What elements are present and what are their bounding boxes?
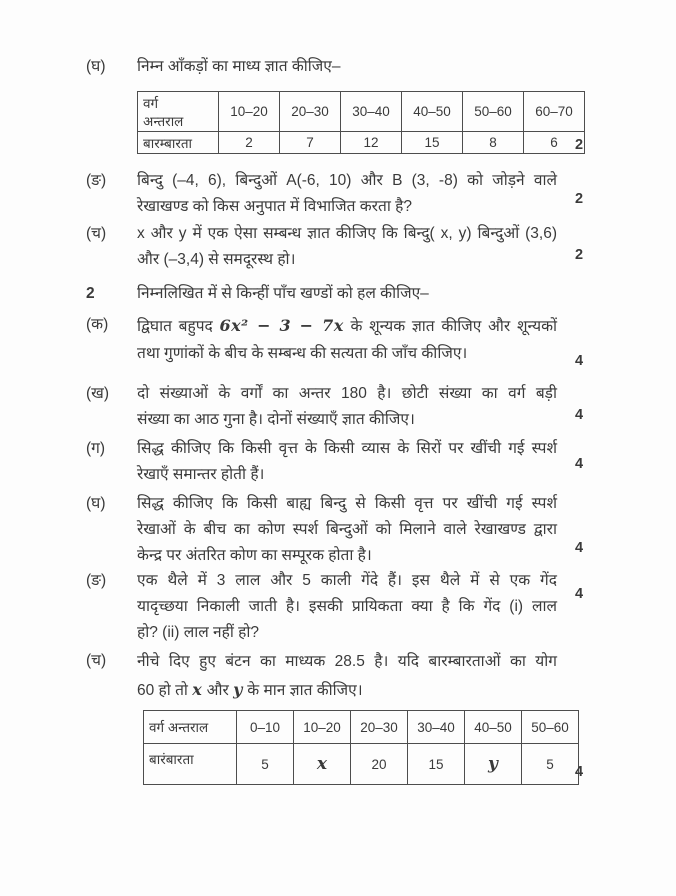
table-header-class-interval (138, 92, 219, 132)
frequency-cell: 8 (463, 132, 524, 154)
frequency-table-median (143, 710, 579, 785)
question-label-ga: (ग) (86, 440, 106, 457)
question-line: केन्द्र पर अंतरित कोण का सम्पूरक होता है। (137, 547, 372, 564)
frequency-table-mean (137, 91, 585, 154)
question-label-ka: (क) (86, 316, 109, 333)
interval-cell: 50–60 (463, 92, 524, 132)
interval-cell: 10–20 (294, 711, 351, 744)
interval-cell: 20–30 (280, 92, 341, 132)
question-line: रेखाओं के बीच का कोण स्पर्श बिन्दुओं को मिलाने वाले रेखाखण्ड द्वारा (137, 521, 557, 538)
question-text-gha2 (137, 491, 557, 569)
marks-value: 4 (575, 540, 584, 556)
question-text-kha (137, 381, 557, 433)
marks-value: 4 (575, 456, 584, 472)
variable-x: x (192, 680, 203, 699)
frequency-cell: 2 (219, 132, 280, 154)
marks-value: 4 (575, 407, 584, 423)
question-line: बिन्दु (–4, 6), बिन्दुओं A(-6, 10) और B (3, -8) को जोड़ने वाले (137, 172, 557, 189)
frequency-cell-x: x (294, 744, 351, 785)
question-line: रेखाखण्ड को किस अनुपात में विभाजित करता है? (137, 198, 413, 215)
section-heading (137, 281, 557, 307)
frequency-cell: 6 (524, 132, 585, 154)
text-segment: और (202, 682, 234, 699)
question-label-gha1: (घ) (86, 58, 106, 75)
question-line (137, 312, 557, 340)
text-segment: के मान ज्ञात कीजिए। (242, 682, 363, 699)
table-header-class-interval: वर्ग अन्तराल (144, 711, 237, 744)
question-text-ka (137, 312, 557, 367)
question-text-nga1 (137, 168, 557, 220)
marks-value: 4 (575, 764, 584, 780)
question-line (137, 676, 557, 705)
question-label-kha: (ख) (86, 385, 110, 402)
question-line: तथा गुणांकों के बीच के सम्बन्ध की सत्यता की जाँच कीजिए। (137, 345, 468, 362)
question-line: एक थैले में 3 लाल और 5 काली गेंदे हैं। इस थैले में से एक गेंद (137, 572, 557, 589)
question-line: x और y में एक ऐसा सम्बन्ध ज्ञात कीजिए कि बिन्दु( x, y) बिन्दुओं (3,6) (137, 225, 557, 242)
question-line: रेखाएँ समान्तर होती हैं। (137, 466, 265, 483)
interval-cell: 40–50 (465, 711, 522, 744)
table-header-frequency: बारम्बारता (138, 132, 219, 154)
question-line: संख्या का आठ गुना है। दोनों संख्याएँ ज्ञात कीजिए। (137, 411, 415, 428)
question-text-nga2 (137, 568, 557, 646)
interval-cell: 30–40 (341, 92, 402, 132)
table-row (138, 132, 585, 154)
question-label-gha2: (घ) (86, 495, 106, 512)
interval-cell: 0–10 (237, 711, 294, 744)
question-text-cha2 (137, 648, 557, 705)
frequency-cell: 15 (408, 744, 465, 785)
variable-y: y (233, 680, 243, 699)
table-row (144, 744, 579, 785)
frequency-cell: 5 (522, 744, 579, 785)
frequency-cell: 15 (402, 132, 463, 154)
question-text-ga (137, 436, 557, 488)
marks-value: 2 (575, 137, 584, 153)
frequency-cell-y: y (465, 744, 522, 785)
question-line: निम्न आँकड़ों का माध्य ज्ञात कीजिए– (137, 58, 341, 75)
frequency-cell: 12 (341, 132, 402, 154)
question-label-nga2: (ङ) (86, 572, 107, 589)
interval-cell: 50–60 (522, 711, 579, 744)
interval-cell: 60–70 (524, 92, 585, 132)
marks-value: 4 (575, 586, 584, 602)
question-line: सिद्ध कीजिए कि किसी बाह्य बिन्दु से किसी वृत्त पर खींची गई स्पर्श (137, 495, 557, 512)
interval-cell: 30–40 (408, 711, 465, 744)
frequency-cell: 5 (237, 744, 294, 785)
polynomial-expression: 6x² − 3 − 7x (219, 316, 344, 335)
text-segment: के शून्यक ज्ञात कीजिए और शून्यकों (343, 318, 557, 335)
question-label-cha2: (च) (86, 652, 107, 669)
question-line: यादृच्छया निकाली जाती है। इसकी प्रायिकता क्या है कि गेंद (i) लाल (137, 598, 557, 615)
question-line: नीचे दिए हुए बंटन का माध्यक 28.5 है। यदि बारम्बारताओं का योग (137, 653, 557, 670)
question-label-cha1: (च) (86, 225, 107, 242)
section-heading-line: निम्नलिखित में से किन्हीं पाँच खण्डों को हल कीजिए– (137, 285, 429, 302)
section-number: 2 (86, 285, 95, 302)
interval-cell: 40–50 (402, 92, 463, 132)
header-line2: अन्तराल (143, 113, 184, 129)
frequency-cell: 20 (351, 744, 408, 785)
question-line: दो संख्याओं के वर्गों का अन्तर 180 है। छोटी संख्या का वर्ग बड़ी (137, 385, 557, 402)
marks-value: 2 (575, 247, 584, 263)
frequency-cell: 7 (280, 132, 341, 154)
table-row (144, 711, 579, 744)
text-segment: 60 हो तो (137, 682, 193, 699)
question-label-nga1: (ङ) (86, 172, 107, 189)
question-text-gha1 (137, 54, 557, 80)
question-line: हो? (ii) लाल नहीं हो? (137, 624, 260, 641)
table-header-frequency: बारंबारता (144, 744, 237, 785)
question-line: और (–3,4) से समदूरस्थ हो। (137, 251, 296, 268)
marks-value: 4 (575, 353, 584, 369)
interval-cell: 20–30 (351, 711, 408, 744)
question-text-cha1 (137, 221, 557, 273)
interval-cell: 10–20 (219, 92, 280, 132)
header-line1: वर्ग (143, 95, 159, 111)
marks-value: 2 (575, 191, 584, 207)
table-row (138, 92, 585, 132)
question-line: सिद्ध कीजिए कि किसी वृत्त के किसी व्यास के सिरों पर खींची गई स्पर्श (137, 440, 557, 457)
text-segment: द्विघात बहुपद (137, 318, 220, 335)
